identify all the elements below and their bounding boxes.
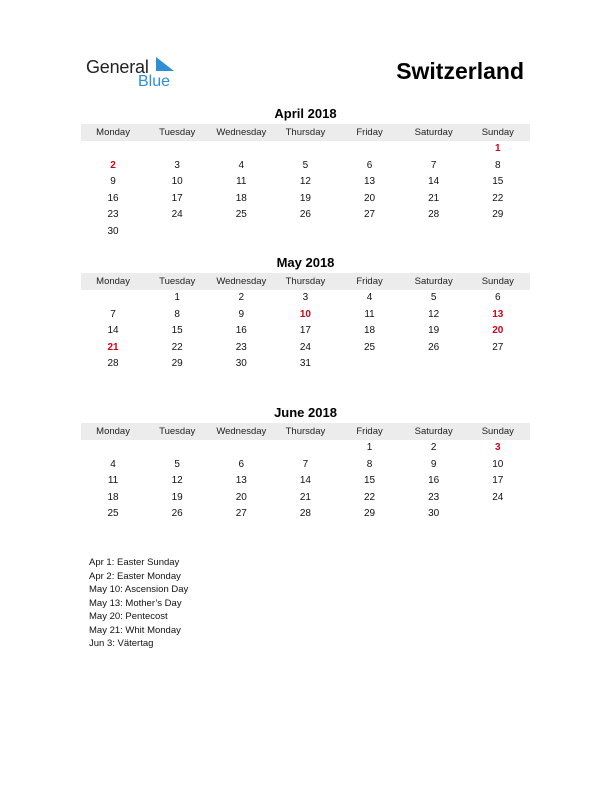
weekday-header: Wednesday [216,127,267,138]
date-cell: 29 [171,358,183,370]
date-cell: 16 [235,325,247,337]
date-cell: 7 [302,458,309,470]
date-cell: 1 [366,442,373,453]
weekday-header: Saturday [414,276,453,287]
date-cell: 8 [495,159,501,171]
weekday-header: Sunday [481,426,514,437]
week-row [81,141,530,158]
logo-triangle-icon [156,57,174,71]
date-cell: 19 [299,192,311,204]
week-row [81,323,530,340]
date-cell [273,224,337,241]
date-cell: 31 [299,358,311,370]
date-cell: 23 [107,209,119,221]
weekday-header: Friday [356,426,383,437]
date-cell: 4 [366,292,373,303]
date-cell: 9 [110,176,116,188]
holiday-item: Apr 2: Easter Monday [89,570,181,582]
date-cell: 20 [235,491,247,503]
weekday-header: Wednesday [216,276,267,287]
date-cell: 6 [238,458,245,470]
logo [86,55,196,95]
date-cell [402,356,466,373]
date-cell: 12 [428,308,440,320]
weekday-header: Saturday [414,426,453,437]
week-row [81,457,530,474]
date-cell: 24 [299,341,311,353]
date-cell: 24 [171,209,183,221]
date-cell: 5 [302,159,309,171]
month-june [81,405,530,523]
week-row [81,490,530,507]
date-cell: 17 [299,325,311,337]
date-cell: 14 [299,475,311,487]
week-row [81,356,530,373]
date-cell: 25 [235,209,247,221]
date-cell [466,506,530,523]
date-cell [145,224,209,241]
date-cell: 8 [366,458,373,470]
weekday-header: Tuesday [159,127,196,138]
weekday-header: Sunday [481,127,514,138]
logo-blue-text: Blue [138,73,171,90]
date-cell [338,224,402,241]
date-cell: 27 [235,508,247,520]
weekday-header-row [81,423,530,440]
month-title: April 2018 [274,106,337,121]
date-cell [273,141,337,158]
country-title: Switzerland [396,58,524,84]
date-cell: 3 [174,159,180,171]
date-cell [81,290,145,307]
date-cell: 3 [302,292,309,303]
weekday-header: Thursday [285,426,326,437]
week-row [81,440,530,457]
weekday-header: Friday [356,127,383,138]
holiday-item: May 13: Mother’s Day [89,597,182,609]
date-cell: 8 [174,308,180,320]
holiday-item: May 10: Ascension Day [89,584,189,595]
date-cell: 18 [364,325,376,337]
weekday-header-row [81,273,530,290]
date-cell: 19 [171,491,183,503]
week-row [81,307,530,324]
date-cell: 15 [492,176,504,188]
date-cell: 27 [364,209,376,221]
month-title: June 2018 [274,405,337,420]
weekday-header: Friday [356,276,383,287]
holiday-date-cell: 13 [492,308,504,320]
weekday-header: Wednesday [216,426,267,437]
date-cell: 7 [430,159,437,171]
date-cell: 28 [299,508,311,520]
holiday-date-cell: 21 [107,341,119,353]
date-cell [273,440,337,457]
weekday-header: Tuesday [159,276,196,287]
date-cell: 17 [171,192,183,204]
date-cell: 29 [364,508,376,520]
date-cell: 30 [428,508,440,520]
date-cell: 25 [107,508,119,520]
holiday-item: May 20: Pentecost [89,611,168,622]
week-row [81,158,530,175]
weekday-header-row [81,124,530,141]
date-cell [209,224,273,241]
date-cell: 26 [171,508,183,520]
date-cell: 5 [174,458,180,470]
date-cell: 20 [364,192,376,204]
date-cell: 22 [171,341,183,353]
date-cell [338,356,402,373]
weekday-header: Thursday [285,276,326,287]
date-cell: 27 [492,341,504,353]
date-cell [402,224,466,241]
date-cell: 15 [364,475,376,487]
date-cell: 23 [428,491,440,503]
month-title: May 2018 [276,255,335,270]
week-row [81,290,530,307]
date-cell: 22 [492,192,504,204]
date-cell [402,141,466,158]
holiday-item: Apr 1: Easter Sunday [89,557,180,568]
month-april [81,106,530,241]
date-cell: 7 [110,308,116,320]
holiday-list [89,556,188,651]
date-cell: 13 [364,176,376,188]
date-cell: 28 [107,358,119,370]
date-cell [338,141,402,158]
date-cell: 4 [110,458,116,470]
date-cell: 14 [428,176,440,188]
date-cell: 16 [107,192,119,204]
week-row [81,224,530,241]
date-cell: 26 [428,341,440,353]
week-row [81,340,530,357]
date-cell: 29 [492,209,504,221]
date-cell: 10 [492,458,504,470]
week-row [81,174,530,191]
date-cell: 11 [364,308,375,320]
date-cell: 30 [107,225,119,237]
date-cell [145,440,209,457]
logo-general-text: General [86,57,149,77]
week-row [81,207,530,224]
month-may [81,255,530,373]
date-cell: 21 [428,192,440,204]
weekday-header: Thursday [285,127,326,138]
date-cell: 12 [299,176,311,188]
date-cell: 10 [171,176,183,188]
date-cell: 13 [235,475,247,487]
weekday-header: Monday [96,276,130,287]
date-cell: 16 [428,475,440,487]
date-cell: 5 [430,292,437,303]
week-row [81,506,530,523]
date-cell: 9 [430,458,437,470]
date-cell: 2 [430,442,437,453]
date-cell: 28 [428,209,440,221]
date-cell: 14 [107,325,119,337]
date-cell [209,440,273,457]
date-cell: 17 [492,475,504,487]
date-cell [145,141,209,158]
holiday-date-cell: 20 [492,325,504,337]
date-cell [466,356,530,373]
weekday-header: Tuesday [159,426,196,437]
week-row [81,473,530,490]
holiday-date-cell: 10 [299,308,311,320]
weekday-header: Sunday [481,276,514,287]
date-cell: 18 [235,192,247,204]
weekday-header: Saturday [414,127,453,138]
date-cell [81,141,145,158]
date-cell [81,440,145,457]
date-cell: 26 [299,209,311,221]
date-cell: 6 [366,159,373,171]
date-cell: 11 [107,475,119,487]
weekday-header: Monday [96,127,130,138]
date-cell: 4 [238,159,245,171]
date-cell: 1 [174,292,180,303]
date-cell: 6 [495,292,501,303]
date-cell: 24 [492,491,504,503]
date-cell: 2 [238,292,245,303]
week-row [81,191,530,208]
holiday-date-cell: 2 [110,159,116,171]
date-cell [466,224,530,241]
date-cell: 12 [171,475,183,487]
date-cell: 22 [364,491,376,503]
holiday-date-cell: 3 [495,442,501,453]
holiday-item: May 21: Whit Monday [89,624,181,636]
date-cell: 9 [238,308,245,320]
weekday-header: Monday [96,426,130,437]
date-cell: 25 [364,341,376,353]
date-cell: 19 [428,325,440,337]
date-cell: 15 [171,325,183,337]
holiday-item: Jun 3: Vätertag [89,638,154,649]
date-cell: 21 [299,491,311,503]
holiday-date-cell: 1 [495,143,501,154]
date-cell: 30 [235,358,247,370]
date-cell: 11 [236,176,247,188]
date-cell [209,141,273,158]
date-cell: 23 [235,341,247,353]
date-cell: 18 [107,491,119,503]
